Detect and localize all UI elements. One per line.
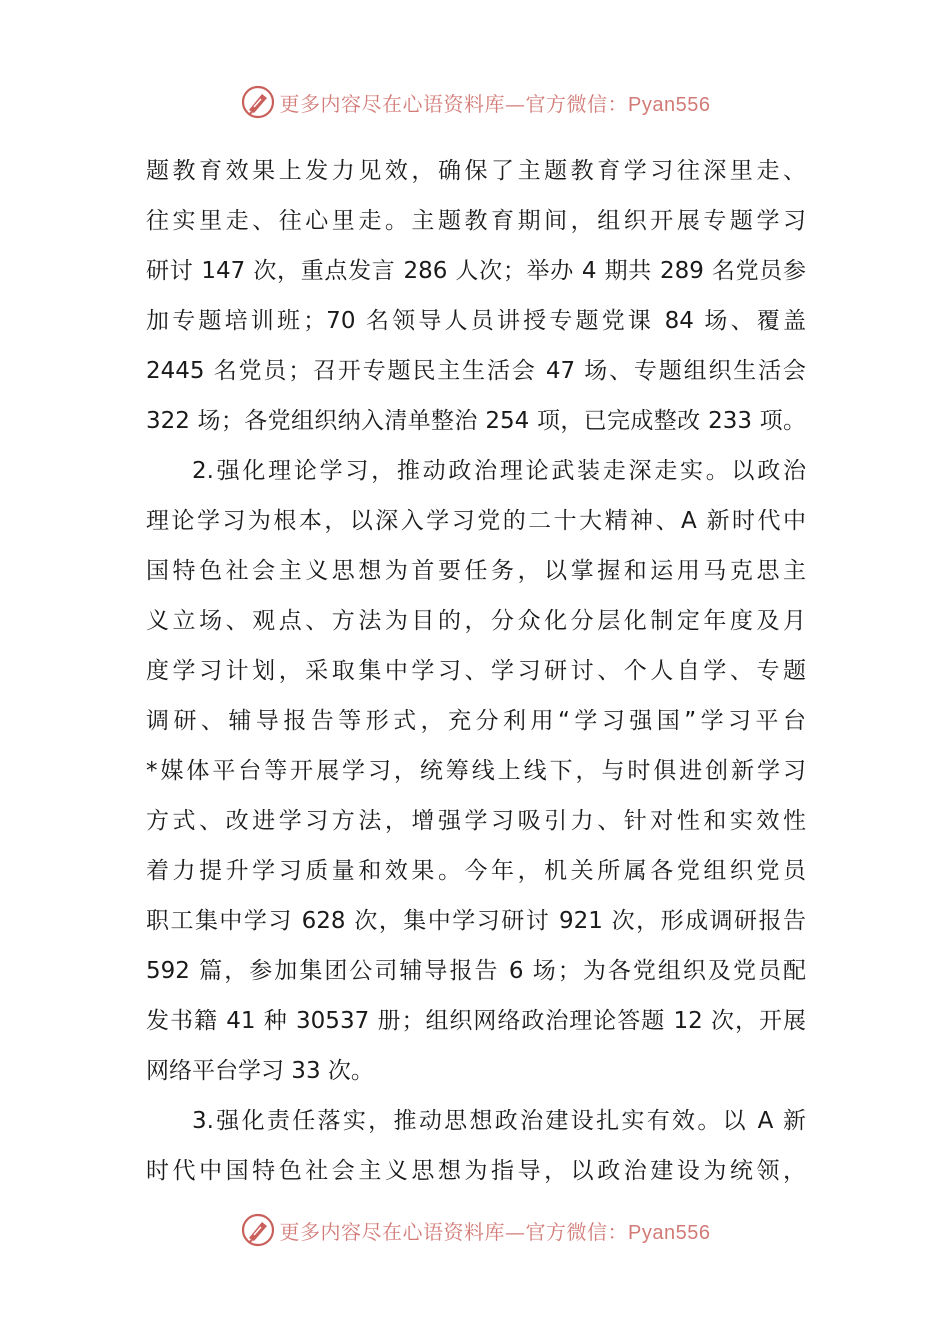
pen-nib-icon	[240, 1212, 276, 1248]
document-body	[146, 146, 806, 1196]
text-line: 322 场；各党组织纳入清单整治 254 项，已完成整改 233 项。	[146, 408, 806, 434]
paragraph-end-line: 网络平台学习 33 次。	[146, 1058, 374, 1084]
text-line: 义立场、观点、方法为目的，分众化分层化制定年度及月	[146, 608, 806, 634]
text-line: 研讨 147 次，重点发言 286 人次；举办 4 期共 289 名党员参	[146, 258, 806, 284]
footer-wechat-id: Pyan556	[628, 1221, 711, 1244]
paragraph-start-line: 2.强化理论学习，推动政治理论武装走深走实。以政治	[192, 458, 806, 484]
text-line: 调研、辅导报告等形式，充分利用“学习强国”学习平台	[146, 708, 806, 734]
text-line: *媒体平台等开展学习，统筹线上线下，与时俱进创新学习	[146, 758, 806, 784]
footer-banner	[0, 1210, 950, 1250]
header-banner	[0, 82, 950, 122]
text-line: 题教育效果上发力见效，确保了主题教育学习往深里走、	[146, 158, 806, 184]
text-line: 着力提升学习质量和效果。今年，机关所属各党组织党员	[146, 858, 806, 884]
pen-nib-icon	[240, 84, 276, 120]
header-wechat-id: Pyan556	[628, 93, 711, 116]
text-line: 时代中国特色社会主义思想为指导，以政治建设为统领，	[146, 1158, 806, 1184]
text-line: 方式、改进学习方法，增强学习吸引力、针对性和实效性	[146, 808, 806, 834]
text-line: 国特色社会主义思想为首要任务，以掌握和运用马克思主	[146, 558, 806, 584]
text-line: 度学习计划，采取集中学习、学习研讨、个人自学、专题	[146, 658, 806, 684]
text-line: 发书籍 41 种 30537 册；组织网络政治理论答题 12 次，开展	[146, 1008, 806, 1034]
paragraph-start-line: 3.强化责任落实，推动思想政治建设扎实有效。以 A 新	[192, 1108, 806, 1134]
text-line: 加专题培训班；70 名领导人员讲授专题党课 84 场、覆盖	[146, 308, 806, 334]
header-banner-text: 更多内容尽在心语资料库—官方微信：Pyan556	[279, 91, 711, 116]
text-line: 理论学习为根本，以深入学习党的二十大精神、A 新时代中	[146, 508, 806, 534]
text-line: 592 篇，参加集团公司辅导报告 6 场；为各党组织及党员配	[146, 958, 806, 984]
text-line: 职工集中学习 628 次，集中学习研讨 921 次，形成调研报告	[146, 908, 806, 934]
text-line: 2445 名党员；召开专题民主生活会 47 场、专题组织生活会	[146, 358, 806, 384]
footer-banner-text: 更多内容尽在心语资料库—官方微信：Pyan556	[279, 1219, 711, 1244]
text-line: 往实里走、往心里走。主题教育期间，组织开展专题学习	[146, 208, 806, 234]
